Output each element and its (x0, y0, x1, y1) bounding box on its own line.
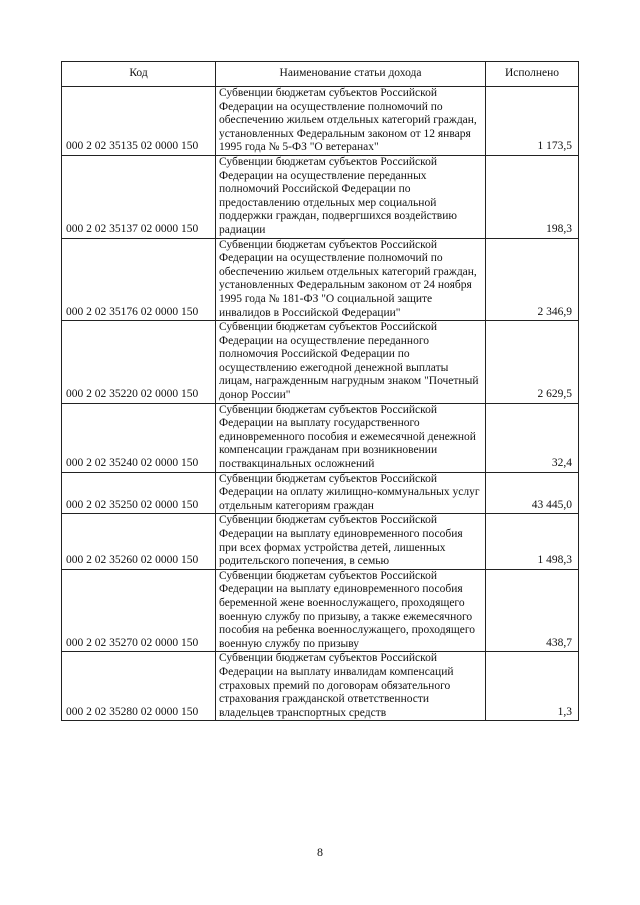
row-code: 000 2 02 35176 02 0000 150 (62, 238, 216, 321)
row-value: 2 629,5 (486, 321, 579, 404)
row-value: 1,3 (486, 652, 579, 721)
row-code: 000 2 02 35260 02 0000 150 (62, 514, 216, 569)
row-code: 000 2 02 35137 02 0000 150 (62, 155, 216, 238)
revenue-table (61, 61, 579, 721)
row-code: 000 2 02 35250 02 0000 150 (62, 472, 216, 514)
row-value: 2 346,9 (486, 238, 579, 321)
page-number: 8 (317, 845, 323, 859)
row-value: 32,4 (486, 403, 579, 472)
table-row (62, 321, 579, 404)
table-row (62, 569, 579, 652)
row-code: 000 2 02 35270 02 0000 150 (62, 569, 216, 652)
row-value: 1 173,5 (486, 87, 579, 156)
row-value: 43 445,0 (486, 472, 579, 514)
row-code: 000 2 02 35135 02 0000 150 (62, 87, 216, 156)
table-row (62, 652, 579, 721)
row-code: 000 2 02 35220 02 0000 150 (62, 321, 216, 404)
row-name: Субвенции бюджетам субъектов Российской Федерации на осуществление переданных полномочий Российской Федерации по предоставлению отдельных мер социальной поддержки граждан, подвергшихся воздействию радиации (216, 155, 486, 238)
row-name: Субвенции бюджетам субъектов Российской Федерации на выплату единовременного пособия при всех формах устройства детей, лишенных родительского попечения, в семью (216, 514, 486, 569)
row-name: Субвенции бюджетам субъектов Российской Федерации на выплату инвалидам компенсаций страховых премий по договорам обязательного страхования гражданской ответственности владельцев транспортных средств (216, 652, 486, 721)
row-value: 1 498,3 (486, 514, 579, 569)
row-name: Субвенции бюджетам субъектов Российской Федерации на оплату жилищно-коммунальных услуг отдельным категориям граждан (216, 472, 486, 514)
table-header-row (62, 62, 579, 87)
table-row (62, 514, 579, 569)
header-code: Код (62, 62, 216, 87)
row-name: Субвенции бюджетам субъектов Российской Федерации на осуществление переданного полномочия Российской Федерации по осуществлению ежегодной денежной выплаты лицам, награжденным нагрудным знаком "Почетный донор России" (216, 321, 486, 404)
header-value: Исполнено (486, 62, 579, 87)
row-name: Субвенции бюджетам субъектов Российской Федерации на осуществление полномочий по обеспечению жильем отдельных категорий граждан, установленных Федеральным законом от 12 января 1995 года № 5-ФЗ "О ветеранах" (216, 87, 486, 156)
table-row (62, 472, 579, 514)
header-name: Наименование статьи дохода (216, 62, 486, 87)
table-row (62, 238, 579, 321)
row-code: 000 2 02 35280 02 0000 150 (62, 652, 216, 721)
table-row (62, 403, 579, 472)
table-row (62, 155, 579, 238)
row-name: Субвенции бюджетам субъектов Российской Федерации на выплату государственного единовременного пособия и ежемесячной денежной компенсации гражданам при возникновении поствакцинальных осложнений (216, 403, 486, 472)
row-name: Субвенции бюджетам субъектов Российской Федерации на осуществление полномочий по обеспечению жильем отдельных категорий граждан, установленных Федеральным законом от 24 ноября 1995 года № 181-ФЗ "О социальной защите инвалидов в Российской Федерации" (216, 238, 486, 321)
table-row (62, 87, 579, 156)
row-name: Субвенции бюджетам субъектов Российской Федерации на выплату единовременного пособия беременной жене военнослужащего, проходящего военную службу по призыву, а также ежемесячного пособия на ребенка военнослужащего, проходящего военную службу по призыву (216, 569, 486, 652)
row-value: 198,3 (486, 155, 579, 238)
row-code: 000 2 02 35240 02 0000 150 (62, 403, 216, 472)
row-value: 438,7 (486, 569, 579, 652)
